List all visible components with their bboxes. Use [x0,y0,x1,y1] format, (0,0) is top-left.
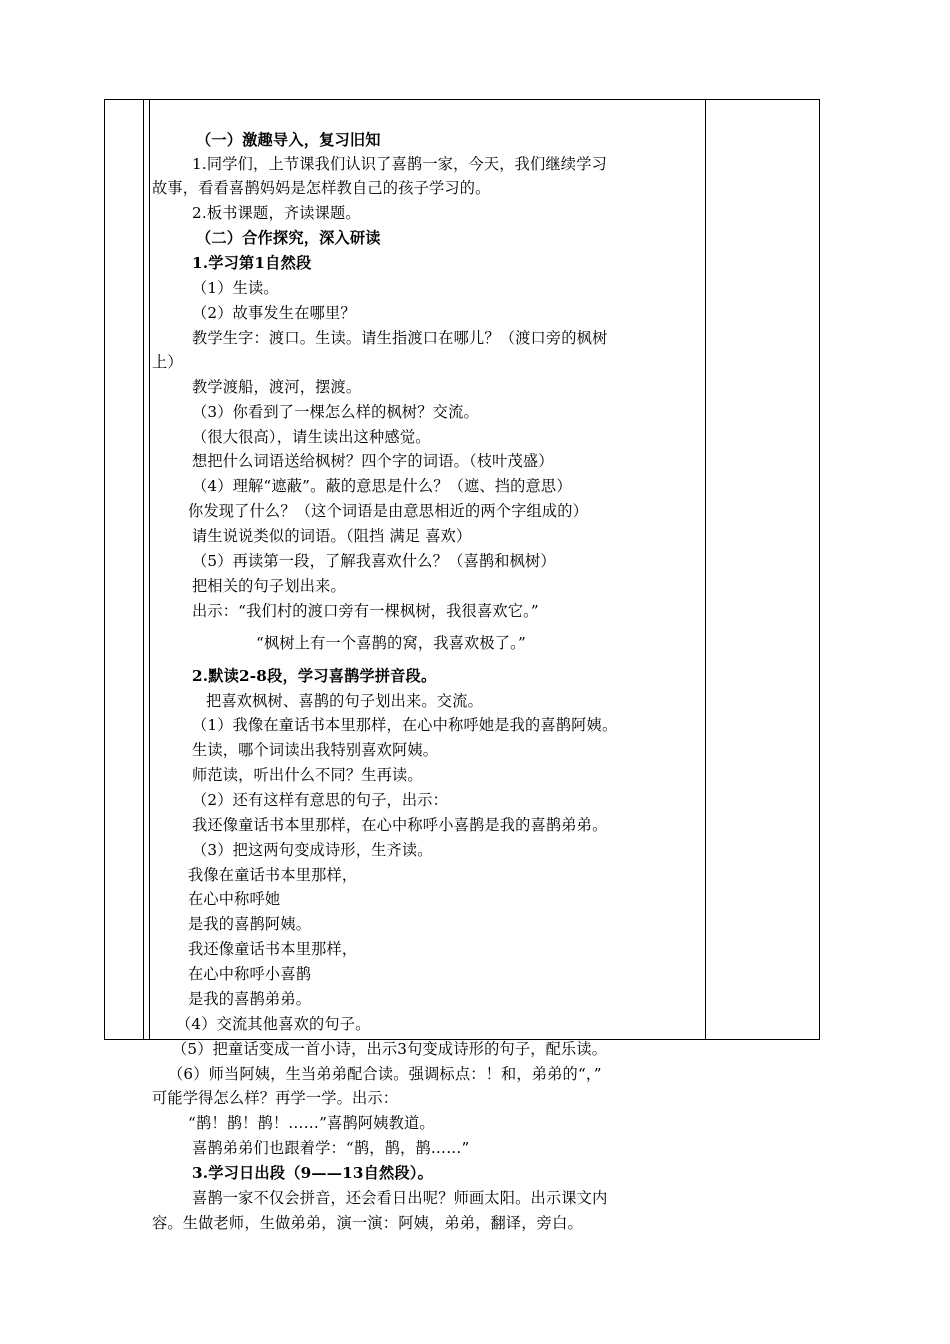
text-line: （5）再读第一段，了解我喜欢什么？（喜鹊和枫树） [192,552,556,570]
text-line: “鹊！鹊！鹊！……”喜鹊阿姨教道。 [188,1114,435,1132]
text-line: “枫树上有一个喜鹊的窝，我喜欢极了。” [256,634,526,652]
text-line: 教学渡船，渡河，摆渡。 [192,378,362,396]
text-line: 把喜欢枫树、喜鹊的句子划出来。交流。 [206,692,483,710]
poem-line: 是我的喜鹊弟弟。 [188,990,312,1008]
poem-line: 在心中称呼小喜鹊 [188,965,312,983]
text-line: 我还像童话书本里那样，在心中称呼小喜鹊是我的喜鹊弟弟。 [192,816,608,834]
text-line: 你发现了什么？（这个词语是由意思相近的两个字组成的） [188,502,589,520]
text-line: 教学生字：渡口。生读。请生指渡口在哪儿？（渡口旁的枫树 [192,329,608,347]
text-line: 2.板书课题，齐读课题。 [192,204,361,222]
subsection-heading: 2.默读2-8段，学习喜鹊学拼音段。 [192,667,437,685]
section-heading: （二）合作探究，深入研读 [196,229,381,247]
text-line: 容。生做老师，生做弟弟，演一演：阿姨，弟弟，翻译，旁白。 [152,1214,583,1232]
subsection-heading: 1.学习第1自然段 [192,254,312,272]
text-line: 故事，看看喜鹊妈妈是怎样教自己的孩子学习的。 [152,179,491,197]
text-line: 喜鹊弟弟们也跟着学：“鹊，鹊，鹊……” [192,1139,470,1157]
text-line: （4）交流其他喜欢的句子。 [176,1015,371,1033]
text-line: （3）把这两句变成诗形，生齐读。 [192,841,433,859]
text-line: 喜鹊一家不仅会拼音，还会看日出呢？师画太阳。出示课文内 [192,1189,608,1207]
text-line: （很大很高），请生读出这种感觉。 [192,428,431,446]
column-divider [143,100,144,1039]
poem-line: 是我的喜鹊阿姨。 [188,915,312,933]
text-line: 1.同学们，上节课我们认识了喜鹊一家，今天，我们继续学习 [192,155,607,173]
section-heading: （一）激趣导入，复习旧知 [196,131,381,149]
subsection-heading: 3.学习日出段（9——13自然段）。 [192,1164,433,1182]
text-line: （1）生读。 [192,279,279,297]
text-line: 请生说说类似的词语。（阻挡 满足 喜欢） [192,527,472,545]
text-line: 可能学得怎么样？再学一学。出示： [152,1089,399,1107]
column-divider [149,100,150,1039]
text-line: 师范读，听出什么不同？生再读。 [192,766,423,784]
text-line: （2）故事发生在哪里？ [192,304,356,322]
text-line: 想把什么词语送给枫树？四个字的词语。（枝叶茂盛） [192,452,554,470]
poem-line: 在心中称呼她 [188,890,281,908]
text-line: （1）我像在童话书本里那样，在心中称呼她是我的喜鹊阿姨。 [192,716,618,734]
text-line: （6）师当阿姨，生当弟弟配合读。强调标点：！和，弟弟的“，” [168,1065,602,1083]
poem-line: 我像在童话书本里那样， [188,866,358,884]
text-line: （3）你看到了一棵怎么样的枫树？交流。 [192,403,479,421]
text-line: （5）把童话变成一首小诗，出示3句变成诗形的句子，配乐读。 [172,1040,608,1058]
text-line: 出示：“我们村的渡口旁有一棵枫树，我很喜欢它。” [192,602,539,620]
text-line: （2）还有这样有意思的句子，出示： [192,791,449,809]
column-divider [705,100,706,1039]
text-line: 上） [152,353,183,371]
poem-line: 我还像童话书本里那样， [188,940,358,958]
text-line: 生读，哪个词读出我特别喜欢阿姨。 [192,741,439,759]
text-line: 把相关的句子划出来。 [192,577,346,595]
text-line: （4）理解“遮蔽”。蔽的意思是什么？（遮、挡的意思） [192,477,572,495]
